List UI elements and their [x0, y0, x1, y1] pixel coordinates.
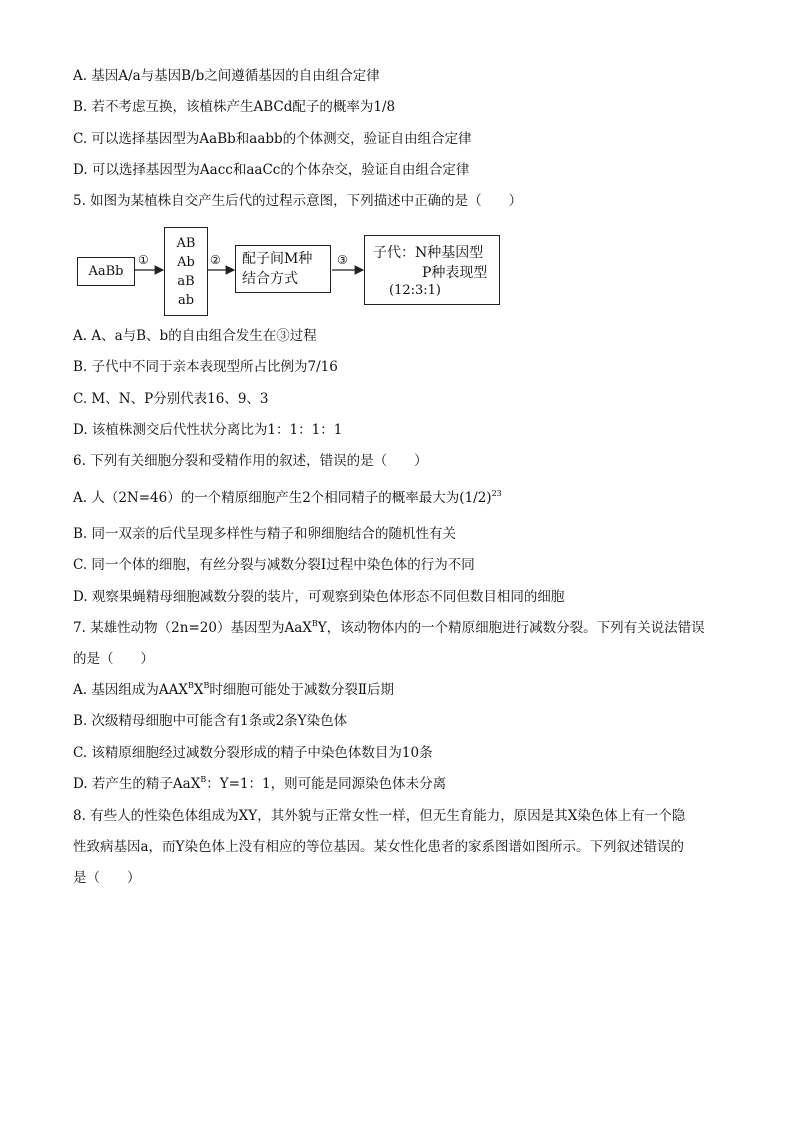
gametes-box [164, 227, 208, 316]
q7-opt-a-post: 时细胞可能处于减数分裂Ⅱ后期 [209, 682, 395, 698]
q7-opt-a-mid: X [193, 682, 204, 698]
q7-stem-line-2: 的是（ ） [73, 651, 154, 667]
q6-option-a-text: A. 人（2N=46）的一个精原细胞产生2个相同精子的概率最大为(1/2) [73, 490, 492, 506]
q6-option-d: D. 观察果蝇精母细胞减数分裂的装片，可观察到染色体形态不同但数目相同的细胞 [73, 589, 565, 605]
offspring-box [364, 235, 500, 305]
step-2-label: ② [210, 253, 221, 267]
gamete-ab-3: aB [177, 273, 195, 289]
parent-genotype: AaBb [88, 264, 124, 279]
q5-option-c: C. M、N、P分别代表16、9、3 [73, 391, 269, 407]
q7-opt-d-pre: D. 若产生的精子AaX [73, 776, 201, 792]
q7-opt-a-pre: A. 基因组成为AAX [73, 682, 188, 698]
q5-stem: 5. 如图为某植株自交产生后代的过程示意图，下列描述中正确的是（ ） [73, 193, 523, 209]
q6-option-a [73, 489, 502, 507]
q7-option-a [73, 681, 394, 699]
q8-line-3: 是（ ） [73, 870, 141, 886]
q7-stem-pre: 7. 某雄性动物（2n=20）基因型为AaX [73, 620, 312, 636]
q5-option-d: D. 该植株测交后代性状分离比为1：1：1：1 [73, 422, 343, 438]
offspring-ratio: (12:3:1) [389, 283, 441, 298]
parent-genotype-box [77, 257, 135, 286]
q4-option-b: B. 若不考虑互换，该植株产生ABCd配子的概率为1/8 [73, 99, 396, 115]
offspring-phenotypes: P种表现型 [422, 265, 488, 281]
q6-option-a-exponent: 23 [491, 489, 502, 498]
offspring-genotypes: 子代：N种基因型 [373, 245, 484, 261]
q7-opt-a-sup1: B [187, 681, 194, 690]
q6-stem: 6. 下列有关细胞分裂和受精作用的叙述，错误的是（ ） [73, 453, 428, 469]
q5-option-b: B. 子代中不同于亲本表现型所占比例为7/16 [73, 359, 338, 375]
gamete-ab-1: AB [176, 235, 196, 251]
q6-option-c: C. 同一个体的细胞，有丝分裂与减数分裂Ⅰ过程中染色体的行为不同 [73, 557, 475, 573]
combination-box [235, 245, 331, 293]
q7-opt-a-sup2: B [203, 681, 210, 690]
q7-option-b: B. 次级精母细胞中可能含有1条或2条Y染色体 [73, 713, 348, 729]
q7-option-c: C. 该精原细胞经过减数分裂形成的精子中染色体数目为10条 [73, 745, 433, 761]
q7-option-d [73, 775, 446, 793]
combination-line-2: 结合方式 [242, 271, 298, 287]
q8-line-1: 8. 有些人的性染色体组成为XY，其外貌与正常女性一样，但无生育能力，原因是其X染色体上有一个隐 [73, 808, 686, 824]
gamete-ab-2: Ab [177, 254, 195, 270]
q7-stem-sup: B [311, 619, 318, 628]
combination-line-1: 配子间M种 [242, 251, 313, 267]
q4-option-a: A. 基因A/a与基因B/b之间遵循基因的自由组合定律 [73, 68, 380, 84]
gamete-ab-4: ab [177, 292, 195, 308]
q7-opt-d-post: ：Y=1：1，则可能是同源染色体未分离 [206, 776, 447, 792]
q7-stem-post: Y，该动物体内的一个精原细胞进行减数分裂。下列有关说法错误 [317, 620, 705, 636]
q4-option-d: D. 可以选择基因型为Aacc和aaCc的个体杂交，验证自由组合定律 [73, 162, 470, 178]
q8-line-2: 性致病基因a，而Y染色体上没有相应的等位基因。某女性化患者的家系图谱如图所示。下列叙述错误的 [73, 839, 684, 855]
q7-opt-d-sup: B [200, 775, 207, 784]
step-1-label: ① [138, 253, 149, 267]
step-3-label: ③ [337, 253, 348, 267]
q6-option-b: B. 同一双亲的后代呈现多样性与精子和卵细胞结合的随机性有关 [73, 526, 457, 542]
q5-option-a: A. A、a与B、b的自由组合发生在③过程 [73, 328, 317, 344]
q7-stem-line-1 [73, 619, 705, 637]
q4-option-c: C. 可以选择基因型为AaBb和aabb的个体测交，验证自由组合定律 [73, 131, 472, 147]
